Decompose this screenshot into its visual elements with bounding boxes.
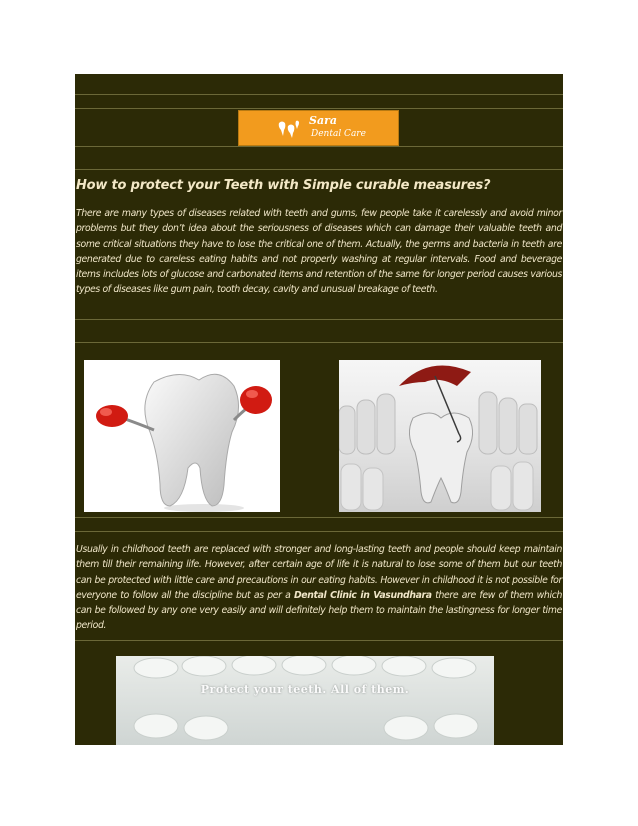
paragraph-2-text-start: Usually in childhood teeth are replaced with stronger and long-lasting teeth and people should keep maintain them till their remaining life. However, after certain age of life it is natural to lose some of them but our teeth can be protected with little care and precautions in our eating habits. However in childhood it is not possible for everyone to follow all the discipline but as per a xyxy=(76,544,562,601)
divider xyxy=(75,640,563,641)
protect-teeth-banner xyxy=(116,656,494,745)
divider xyxy=(75,517,563,518)
article-title: How to protect your Teeth with Simple curable measures? xyxy=(76,178,491,193)
paragraph-2-text-end: there are few of them which can be followed by any one very easily and will definitely help them to maintain the lastingness for longer time period. xyxy=(76,589,562,632)
article-paragraph-1: There are many types of diseases related with teeth and gums, few people take it carelessly and avoid minor problems but they don’t idea about the seriousness of diseases which can damage their valuable teeth and some critical situations they have to lose the critical one of them. Actually, the germs and bacteria in teeth are generated due to careless eating habits and not properly washing at regular intervals. Food and beverage items includes lots of glucose and carbonated items and retention of the same for longer period causes various types of diseases like gum pain, tooth decay, cavity and unusual breakage of teeth. xyxy=(76,208,562,296)
article-paragraph-2 xyxy=(76,542,562,634)
document-panel xyxy=(75,74,563,745)
divider xyxy=(75,108,563,109)
logo-line2: Dental Care xyxy=(311,129,366,139)
boxing-tooth-image xyxy=(84,360,280,512)
logo-line1: Sara xyxy=(309,114,337,127)
banner-caption: Protect your teeth. All of them. xyxy=(200,683,410,696)
divider xyxy=(75,531,563,532)
umbrella-tooth-image xyxy=(339,360,541,512)
dental-clinic-link[interactable]: Dental Clinic in Vasundhara xyxy=(293,589,432,601)
teeth-banner-illustration xyxy=(116,656,494,745)
sara-dental-care-logo xyxy=(238,110,399,146)
divider xyxy=(75,169,563,170)
divider xyxy=(75,94,563,95)
divider xyxy=(75,146,563,147)
boxing-tooth-illustration xyxy=(84,360,280,512)
umbrella-tooth-illustration xyxy=(339,360,541,512)
divider xyxy=(75,342,563,343)
tooth-logo-icon xyxy=(277,119,301,139)
divider xyxy=(75,319,563,320)
